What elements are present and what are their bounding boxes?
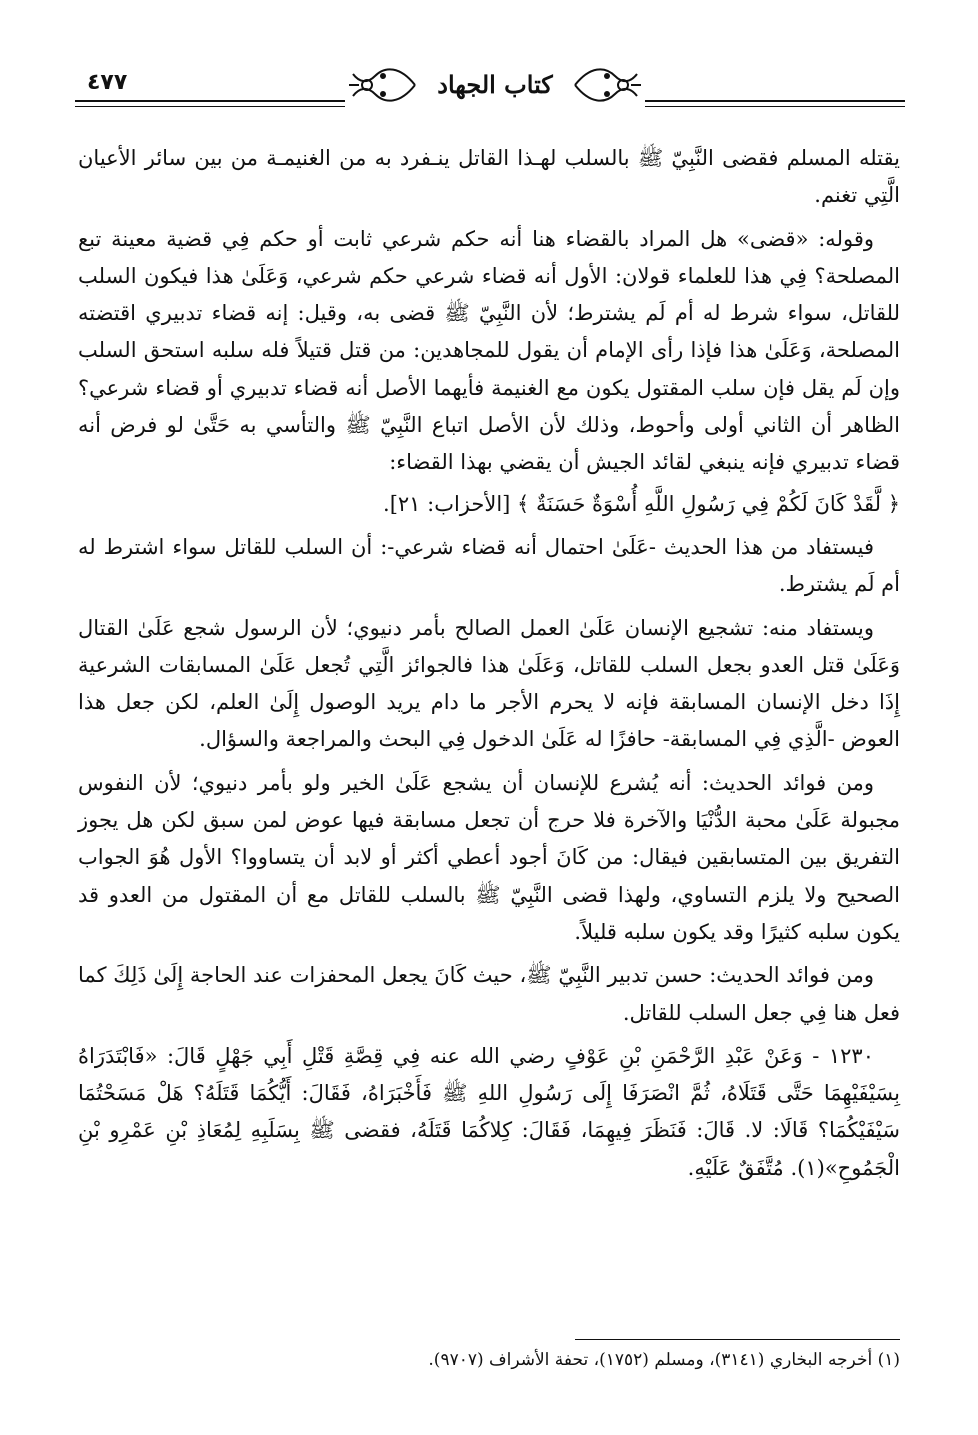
paragraph: يقتله المسلم فقضى النَّبِيّ ﷺ بالسلب لهـذا القاتل ينـفرد به من الغنيمـة من بين سائر الأعيان الَّتِي تغنم. <box>78 146 900 208</box>
left-ornament-icon <box>345 62 417 108</box>
paragraph: ويستفاد منه: تشجيع الإنسان عَلَىٰ العمل الصالح بأمر دنيوي؛ لأن الرسول شجع عَلَىٰ القتال وَعَلَىٰ قتل العدو بجعل السلب للقاتل، وَعَلَىٰ هذا فالجوائز الَّتِي تُجعل عَلَىٰ المسابقات الشرعية إِذَا دخل الإنسان المسابقة فإنه لا يحرم الأجر ما دام يريد الوصول إِلَىٰ العلم، لكن جعل هذا العوض -الَّذِي فِي المسابقة- حافزًا له عَلَىٰ الدخول فِي البحث والمراجعة والسؤال. <box>78 615 900 752</box>
hadith-text: ١٢٣٠ - وَعَنْ عَبْدِ الرَّحْمَنِ بْنِ عَوْفٍ رضي الله عنه فِي قِصَّةِ قَتْلِ أَبِي جَهْلٍ قَالَ: «فَابْتَدَرَاهُ بِسَيْفَيْهِمَا حَتَّى قَتَلَاهُ، ثُمَّ انْصَرَفَا إِلَى رَسُولِ اللهِ ﷺ فَأَخْبَرَاهُ، فَقَالَ: أَيُّكُمَا قَتَلَهُ؟ هَلْ مَسَحْتُمَا سَيْفَيْكُمَا؟ قَالَا: لا. قَالَ: فَنَظَرَ فِيهِمَا، فَقَالَ: كِلاكُمَا قَتَلَهُ، فقضى ﷺ بِسَلَبِهِ لِمُعَاذِ بْنِ عَمْرِو بْنِ الْجَمُوحِ»(١). مُتَّفَقٌ عَلَيْهِ. <box>78 1043 900 1180</box>
page-number: ٤٧٧ <box>87 70 128 95</box>
title-cartouche <box>345 62 645 108</box>
right-ornament-icon <box>573 62 645 108</box>
paragraph: ومن فوائد الحديث: حسن تدبير النَّبِيّ ﷺ، حيث كَانَ يجعل المحفزات عند الحاجة إِلَىٰ ذَلِكَ كما فعل هنا فِي جعل السلب للقاتل. <box>78 963 900 1025</box>
quran-verse: ﴿ لَّقَدْ كَانَ لَكُمْ فِي رَسُولِ اللَّهِ أُسْوَةٌ حَسَنَةٌ ﴾ [الأحزاب: ٢١]. <box>383 491 900 516</box>
paragraph: وقوله: «قضى» هل المراد بالقضاء هنا أنه حكم شرعي ثابت أو حكم فِي قضية معينة تبع المصلحة؟ فِي هذا للعلماء قولان: الأول أنه قضاء شرعي حكم شرعي، وَعَلَىٰ هذا فيكون السلب للقاتل، سواء شرط له أم لَم يشترط؛ لأن النَّبِيّ ﷺ قضى به، وقيل: إنه قضاء تدبيري اقتضته المصلحة، وَعَلَىٰ هذا فإذا رأى الإمام أن يقول للمجاهدين: من قتل قتيلاً فله سلبه استحق السلب وإن لَم يقل فإن سلب المقتول يكون مع الغنيمة فأيهما الأصل أنه قضاء تدبيري أو قضاء شرعي؟ الظاهر أن الثاني أولى وأحوط، وذلك لأن الأصل اتباع النَّبِيّ ﷺ والتأسي به حَتَّىٰ لو فرض أنه قضاء تدبيري فإنه ينبغي لقائد الجيش أن يقضي بهذا القضاء: <box>78 226 900 475</box>
paragraph: فيستفاد من هذا الحديث -عَلَىٰ احتمال أنه قضاء شرعي-: أن السلب للقاتل سواء اشترط له أم لَم يشترط. <box>78 534 900 597</box>
main-text <box>78 140 900 1193</box>
chapter-title: كتاب الجهاد <box>437 70 553 99</box>
footnote: (١) أخرجه البخاري (٣١٤١)، ومسلم (١٧٥٢)، تحفة الأشراف (٩٧٠٧). <box>428 1350 900 1370</box>
paragraph: ومن فوائد الحديث: أنه يُشرع للإنسان أن يشجع عَلَىٰ الخير ولو بأمر دنيوي؛ لأن النفوس مجبولة عَلَىٰ محبة الدُّنْيَا والآخرة فلا حرج أن تجعل مسابقة فيها عوض لمن سبق لكن هل يجوز التفريق بين المتسابقين فيقال: من كَانَ أجود أعطي أكثر أو لابد أن يتساووا؟ الأول هُوَ الجواب الصحيح ولا يلزم التساوي، ولهذا قضى النَّبِيّ ﷺ بالسلب للقاتل مع أن المقتول من العدو قد يكون سلبه كثيرًا وقد يكون سلبه قليلاً. <box>78 770 900 944</box>
page-header <box>75 62 905 122</box>
footnote-divider <box>575 1339 900 1340</box>
